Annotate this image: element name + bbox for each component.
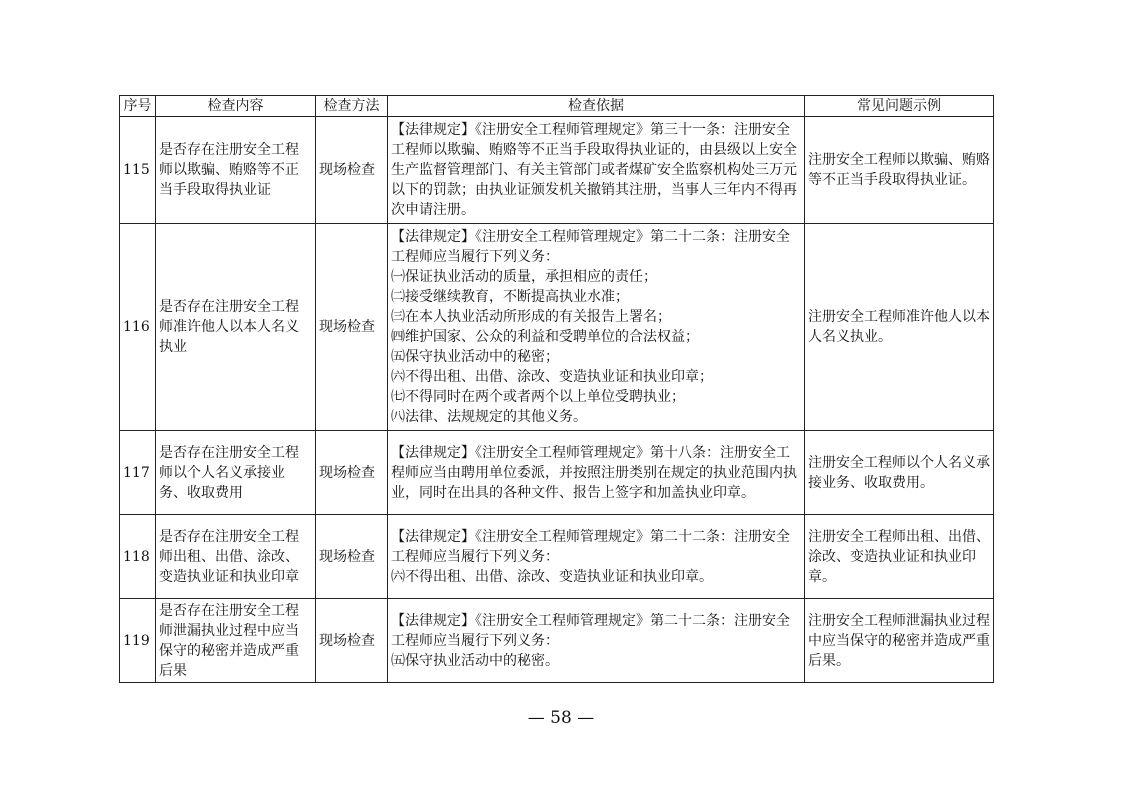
check-basis (388, 515, 805, 599)
table-header-row (120, 96, 994, 117)
check-content: 是否存在注册安全工程师准许他人以本人名义执业 (156, 224, 316, 431)
problem-example: 注册安全工程师出租、出借、涂改、变造执业证和执业印章。 (805, 515, 994, 599)
basis-line: ㈤保守执业活动中的秘密； (391, 349, 559, 365)
check-basis (388, 117, 805, 224)
problem-example: 注册安全工程师以欺骗、贿赂等不正当手段取得执业证。 (805, 117, 994, 224)
check-content: 是否存在注册安全工程师出租、出借、涂改、变造执业证和执业印章 (156, 515, 316, 599)
check-method: 现场检查 (316, 431, 388, 515)
basis-line: 【法律规定】《注册安全工程师管理规定》第二十二条：注册安全工程师应当履行下列义务： (391, 612, 790, 649)
basis-line: 【法律规定】《注册安全工程师管理规定》第三十一条：注册安全工程师以欺骗、贿赂等不正当手段取得执业证的，由县级以上安全生产监督管理部门、有关主管部门或者煤矿安全监察机构处三万元以下的罚款；由执业证颁发机关撤销其注册，当事人三年内不得再次申请注册。 (391, 122, 797, 218)
check-content: 是否存在注册安全工程师以个人名义承接业务、收取费用 (156, 431, 316, 515)
problem-example: 注册安全工程师以个人名义承接业务、收取费用。 (805, 431, 994, 515)
basis-line: 【法律规定】《注册安全工程师管理规定》第二十二条：注册安全工程师应当履行下列义务： (391, 528, 790, 565)
check-basis (388, 599, 805, 683)
row-number: 119 (120, 599, 156, 683)
basis-line: ㈧法律、法规规定的其他义务。 (391, 409, 587, 425)
basis-line: ㈢在本人执业活动所形成的有关报告上署名； (391, 309, 671, 325)
check-content: 是否存在注册安全工程师以欺骗、贿赂等不正当手段取得执业证 (156, 117, 316, 224)
row-number: 116 (120, 224, 156, 431)
header-content: 检查内容 (156, 96, 316, 117)
table-row (120, 599, 994, 683)
problem-example: 注册安全工程师泄漏执业过程中应当保守的秘密并造成严重后果。 (805, 599, 994, 683)
row-number: 117 (120, 431, 156, 515)
basis-line: ㈦不得同时在两个或者两个以上单位受聘执业； (391, 389, 685, 405)
basis-line: 【法律规定】《注册安全工程师管理规定》第二十二条：注册安全工程师应当履行下列义务： (391, 229, 790, 265)
header-basis: 检查依据 (388, 96, 805, 117)
table-row (120, 117, 994, 224)
table-row (120, 431, 994, 515)
check-method: 现场检查 (316, 117, 388, 224)
row-number: 118 (120, 515, 156, 599)
check-method: 现场检查 (316, 224, 388, 431)
check-basis (388, 224, 805, 431)
basis-line: ㈤保守执业活动中的秘密。 (391, 652, 559, 669)
check-basis (388, 431, 805, 515)
table-row (120, 515, 994, 599)
basis-line: ㈡接受继续教育，不断提高执业水准； (391, 289, 629, 305)
row-number: 115 (120, 117, 156, 224)
check-content: 是否存在注册安全工程师泄漏执业过程中应当保守的秘密并造成严重后果 (156, 599, 316, 683)
basis-line: ㈥不得出租、出借、涂改、变造执业证和执业印章； (391, 369, 713, 385)
basis-line: 【法律规定】《注册安全工程师管理规定》第十八条：注册安全工程师应当由聘用单位委派，并按照注册类别在规定的执业范围内执业，同时在出具的各种文件、报告上签字和加盖执业印章。 (391, 444, 797, 501)
check-method: 现场检查 (316, 515, 388, 599)
header-no: 序号 (120, 96, 156, 117)
basis-line: ㈥不得出租、出借、涂改、变造执业证和执业印章。 (391, 568, 713, 585)
basis-line: ㈣维护国家、公众的利益和受聘单位的合法权益； (391, 329, 699, 345)
header-example: 常见问题示例 (805, 96, 994, 117)
page-number: — 58 — (527, 708, 595, 728)
basis-line: ㈠保证执业活动的质量，承担相应的责任； (391, 269, 657, 285)
header-method: 检查方法 (316, 96, 388, 117)
check-method: 现场检查 (316, 599, 388, 683)
problem-example: 注册安全工程师准许他人以本人名义执业。 (805, 224, 994, 431)
inspection-table (119, 95, 994, 683)
table-row (120, 224, 994, 431)
